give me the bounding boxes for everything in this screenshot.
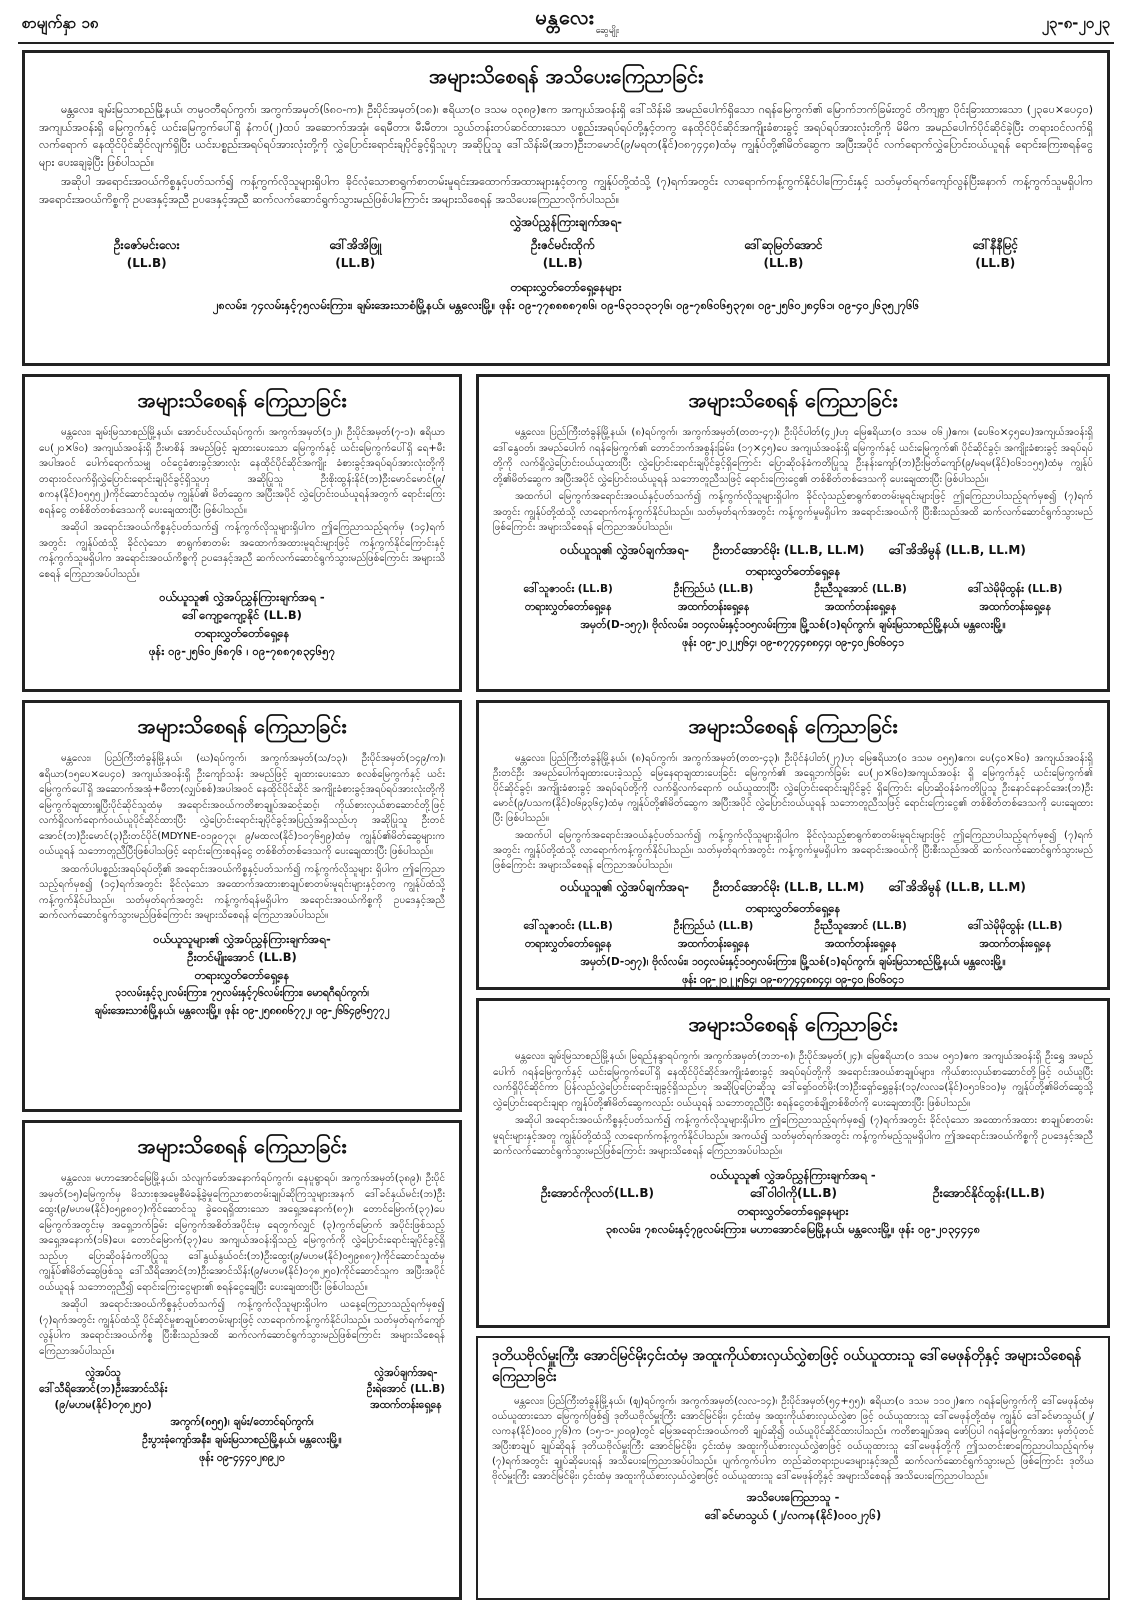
lawyer: ဦးတင်အောင်မိုး (LL.B, LL.M) (713, 542, 865, 557)
notice-paragraph: မန္တလေး၊ ချမ်းမြသာစည်မြို့နယ်၊ အောင်ပင်လယ်ရပ်ကွက်၊ အကွက်အမှတ်(၁၂)၊ ဦးပိုင်အမှတ်(၇-၁)၊ ဧရိယာပေ(၂၀×၆၀) အကျယ်အဝန်းရှိ ဦးမာစိန် အမည်ဖြင့် ချထားပေးသော မြေကွက်နှင့် ယင်းမြေကွက်ပေါ်ရှိ ရေ+မီးအပါအဝင် ပေါက်ရောက်သမျှ ဝင်ငွေခံစားခွင့်အားလုံး နေထိုင်ပိုင်ဆိုင်အကျိုး ခံစားခွင့်အရပ်ရပ်အားလုံးတို့ကို တရားဝင်လက်ရှိလွှဲပြောင်းရောင်းချပိုင်ခွင့်ရှိသူဟု အဆိုပြုသူ ဦးစိုးထွန်းနိုင်(ဘ)ဦးမောင်မောင်(၉/စကန(နိုင်)၀၅၅၅၂)ကိုင်ဆောင်သူထံမှ ကျွန်ုပ်၏ မိတ်ဆွေက အပြီးအပိုင် လွှဲပြောင်းဝယ်ယူရန်အတွက် ရောင်းကြေးစရန်ငွေ တစ်စိတ်တစ်ဒေသကို ပေးချေထားပြီး ဖြစ်ပါသည်။ (39, 427, 445, 516)
notice-paragraph: အထက်ပါပစ္စည်းအရပ်ရပ်တို့၏ အရောင်းအဝယ်ကိစ္စနှင့်ပတ်သက်၍ ကန့်ကွက်လိုသူများ ရှိပါက ဤကြေညာသည့်ရက်မှစ၍ (၁၄)ရက်အတွင်း ခိုင်လုံသော အထောက်အထားစာချုပ်စာတမ်းမူရင်းများနှင့်တကွ ကျွန်ုပ်ထံသို့ ကန့်ကွက်နိုင်ပါသည်။ သတ်မှတ်ရက်အတွင်း ကန့်ကွက်ရန်မရှိပါက အရောင်းအဝယ်ကိစ္စကို ဥပဒေနှင့်အညီ ဆက်လက်ဆောင်ရွက်သွားမည်ဖြစ်ကြောင်း အများသိစေရန် ကြေညာအပ်ပါသည်။ (39, 863, 445, 921)
notice-paragraph: မန္တလေး၊ ချမ်းမြသာစည်မြို့နယ်၊ မြရည်နန္ဒာရပ်ကွက်၊ အကွက်အမှတ်(ဘဘ-၈)၊ ဦးပိုင်အမှတ်(၂၄)၊ မြေဧရိယာ(၀ ဒသမ ၀၅၁)ဧက အကျယ်အဝန်းရှိ ဦးရွှေ အမည်ပေါက် ဂရန်မြေကွက်နှင့် ယင်းမြေကွက်ပေါ်ရှိ နေထိုင်ပိုင်ဆိုင်အကျိုးခံစားခွင့် အရပ်ရပ်တို့ကို အရောင်းအဝယ်စာချုပ်များ၊ ကိုယ်စားလှယ်စာဆောင်တို့ဖြင့် ဝယ်ယူပြီး လက်ရှိပိုင်ဆိုင်ကာ ပြန်လည်လွှဲပြောင်းရောင်းချခွင့်ရှိသည်ဟု အဆိုပြုပြောဆိုသူ ဒေါ်ရှော်ဝတ်မိုး(ဘ)ဦးရှော်ရွှေခွန်း(၁၃/လလခ(နိုင်)၀၅၁၆၁၀)မှ ကျွန်ုပ်တို့၏မိတ်ဆွေသို့ လွှဲပြောင်းရောင်းချရာ ကျွန်ုပ်တို့၏မိတ်ဆွေကလည်း ဝယ်ယူရန် သဘောတူညီပြီး စရန်ငွေတစ်ချို့တစ်စိတ်ကို ပေးချေထားပြီး ဖြစ်ပါသည်။ (493, 1051, 1093, 1109)
contact-address: ၂၈လမ်း၊ ၇၄လမ်းနှင့်၇၅လမ်းကြား၊ ချမ်းအေးသာစံမြို့နယ်၊ မန္တလေးမြို့။ ဖုန်း ၀၉-၇၇၈၈၈၈၇၈၆၊ ၀၉-၆၃၁၁၃၁၇၆၊ ၀၉-၇၈၆၀၆၅၃၇၈၊ ၀၉-၂၅၆၀၂၈၄၆၁၊ ၀၉-၄၀၂၆၃၅၂၇၆၆ (212, 298, 920, 312)
lawyer: ဒေါ်ဆုမြတ်အောင် (LL.B) (744, 238, 823, 270)
contact-address: ၃၈လမ်း၊ ၇၈လမ်းနှင့်၇၉လမ်းကြား၊ မဟာအောင်မြေမြို့နယ်၊ မန္တလေးမြို့။ ဖုန်း ၀၉-၂၀၃၄၄၄၈ (605, 1221, 981, 1236)
contact-phone: ဖုန်း ၀၉-၂၅၆၀၂၆၈၇၆ ၊ ၀၉-၇၈၈၇၈၃၄၆၅၇ (148, 644, 336, 658)
lawyer-list (493, 580, 1093, 616)
notice-6 (476, 998, 1110, 1328)
notice-title: အများသိစေရန် ကြေညာခြင်း (688, 714, 898, 738)
contact-phone: ဖုန်း ၀၉-၄၄၄၀၂၈၉၂၀ (199, 1452, 285, 1464)
lawyer: ဒေါ်သူဇာဝင်း (LL.B) တရားလွှတ်တော်ရှေ့နေ (523, 582, 613, 613)
signature-label: အသိပေးကြေညာသူ - (746, 1490, 840, 1504)
lawyer-role: တရားလွှတ်တော်ရှေ့နေ (745, 901, 841, 915)
lawyer (367, 1365, 445, 1413)
lawyer: ဒေါ်ဝါဝါကို(LL.B) (749, 1185, 837, 1200)
signature-label: လွှဲအပ်ချက်အရ- (374, 1367, 438, 1379)
page-date: ၂၃-၈-၂၀၂၃ (1041, 14, 1110, 32)
lawyer-role: တရားလွှတ်တော်ရှေ့နေ (194, 626, 290, 640)
lawyer-role: တရားလွှတ်တော်ရှေ့နေ (194, 967, 290, 982)
notice-7 (22, 1120, 462, 1600)
notice-title: အများသိစေရန် ကြေညာခြင်း (137, 714, 347, 738)
notice-body (39, 101, 1093, 208)
notice-title: အများသိစေရန် ကြေညာခြင်း (137, 1134, 347, 1158)
lawyer: ဒေါ်အိအိမွန် (LL.B, LL.M) (888, 542, 1026, 557)
signature-label: ဝယ်ယူသူ၏ လွှဲအပ်ချက်အရ- (560, 542, 690, 557)
header-divider (18, 42, 1114, 44)
lawyer: ဦးအောင်ကိုလတ်(LL.B) (540, 1185, 654, 1200)
lawyer: ဦးတင်အောင်မိုး (LL.B, LL.M) (713, 880, 865, 894)
lawyer-list (39, 236, 1093, 272)
grantor-label: လွှဲအပ်သူ (85, 1367, 121, 1379)
signature-label: လွှဲအပ်ညွှန်ကြားချက်အရ- (510, 215, 622, 229)
lawyer: ဒေါ်နီနီမြင့် (LL.B) (972, 238, 1019, 270)
lead-lawyers (493, 542, 1093, 560)
signer: ဒေါ်ခင်မာသွယ် (၂/လကန(နိုင်)၀၀၀၂၇၆) (704, 1508, 882, 1522)
notice-2 (22, 374, 462, 692)
notice-5 (476, 700, 1110, 990)
contact-address: အမှတ်(D-၁၅၇)၊ ဗိုလ်လမ်း၊ ၁၀၄လမ်းနှင့်၁၀၅လမ်းကြား၊ မြို့သစ်(၁)ရပ်ကွက်၊ ချမ်းမြသာစည်မြို့နယ်၊ မန္တလေးမြို့။ (580, 618, 1006, 631)
notice-body (39, 1171, 445, 1359)
signature-label: ဝယ်ယူသူ၏ လွှဲအပ်ချက်အရ- (560, 880, 690, 894)
grantor-id: (၉/မဟမ(နိုင်)၀၇၈၂၅၀) (54, 1399, 152, 1411)
masthead-logo (505, 4, 625, 38)
lawyer: ဒေါ်သဲမိုမိုထွန်း (LL.B) အထက်တန်းရှေ့နေ (967, 582, 1063, 613)
notice-paragraph: အဆိုပါ အရောင်းအဝယ်ကိစ္စနှင့်ပတ်သက်၍ ကန့်ကွက်လိုသူများရှိပါက ယနေ့ကြေညာသည့်ရက်မှစ၍ (၇)ရက်အတွင်း ကျွန်ုပ်ထံသို့ ပိုင်ဆိုင်မှုစာချုပ်စာတမ်းများဖြင့် လာရောက်ကန့်ကွက်နိုင်ပါသည်။ သတ်မှတ်ရက်ကျော်လွန်ပါက အရောင်းအဝယ်ကိစ္စ ပြီးစီးသည်အထိ ဆက်လက်ဆောင်ရွက်သွားမည်ဖြစ်ကြောင်း အများသိစေရန် ကြေညာအပ်ပါသည်။ (39, 1299, 445, 1357)
contact-address: အမှတ်(D-၁၅၇)၊ ဗိုလ်လမ်း၊ ၁၀၄လမ်းနှင့်၁၀၅လမ်းကြား၊ မြို့သစ်(၁)ရပ်ကွက်၊ ချမ်းမြသာစည်မြို့နယ်၊ မန္တလေးမြို့။ (580, 956, 1006, 968)
contact-address: ဦးပွားခုံကျော်အနီး၊ ချမ်းမြသာစည်မြို့နယ်၊ မန္တလေးမြို့။ (142, 1434, 342, 1446)
notice-body (492, 1394, 1094, 1484)
lawyer: ဦးတင်မျိုးအောင် (LL.B) (187, 949, 297, 964)
lawyer: ဒေါ်သူဇာဝင်း (LL.B) တရားလွှတ်တော်ရှေ့နေ (523, 920, 613, 950)
notice-4 (22, 700, 462, 1112)
notice-title: အများသိစေရန် ကြေညာခြင်း (688, 1012, 898, 1036)
lawyer: ဦးညီသူအောင် (LL.B) အထက်တန်းရှေ့နေ (814, 582, 907, 613)
signature-label: ဝယ်ယူသူ၏ လွှဲအပ်ညွှန်ကြားချက်အရ - (159, 590, 325, 604)
lawyer-role: တရားလွှတ်တော်ရှေ့နေများ (510, 280, 622, 294)
lawyer: ဦးအောင်နိုင်ထွန်း(LL.B) (932, 1185, 1045, 1200)
notice-body (493, 751, 1093, 873)
lawyer-name: ဦးရဲအောင် (LL.B) (366, 1383, 445, 1395)
notice-body (39, 751, 445, 924)
signature-label: ဝယ်ယူသူများ၏ လွှဲအပ်ညွှန်ကြားချက်အရ- (153, 931, 331, 946)
notice-paragraph: အထက်ပါ မြေကွက်အရောင်းအဝယ်နှင့်ပတ်သက်၍ ကန့်ကွက်လိုသူများရှိပါက ခိုင်လုံသည့်စာရွက်စာတမ်းမူရင်းများဖြင့် ဤကြေညာပါသည့်ရက်မှစ၍ (၇)ရက်အတွင်း ကျွန်ုပ်တို့ထံသို့ လာရောက်ကန့်ကွက်နိုင်ပါသည်။ သတ်မှတ်ရက်အတွင်း ကန့်ကွက်မှုမရှိပါက အရောင်းအဝယ်ကို ပြီးစီးသည်အထိ ဆက်လက်ဆောင်ရွက်သွားမည်ဖြစ်ကြောင်း အများသိစေရန် ကြေညာအပ်ပါသည်။ (493, 491, 1093, 533)
notice-8 (476, 1336, 1110, 1600)
notice-paragraph: အဆိုပါ အရောင်းအဝယ်ကိစ္စနှင့်ပတ်သက်၍ ကန့်ကွက်လိုသူများရှိပါက ဤကြေညာသည့်ရက်မှ (၁၄)ရက်အတွင်း ကျွန်ုပ်ထံသို့ ခိုင်လုံသော စာရွက်စာတမ်း အထောက်အထားမူရင်းများဖြင့် ကန့်ကွက်နိုင်ကြောင်းနှင့် ကန့်ကွက်သူမရှိပါက အရောင်းအဝယ်ကိစ္စကို ဥပဒေနှင့်အညီ ဆက်လက်ဆောင်ရွက်သွားမည်ဖြစ်ကြောင်း အများသိစေရန် ကြေညာအပ်ပါသည်။ (39, 522, 445, 580)
notice-body (493, 1049, 1093, 1160)
notice-paragraph: အထက်ပါ မြေကွက်အရောင်းအဝယ်နှင့်ပတ်သက်၍ ကန့်ကွက်လိုသူများရှိပါက ခိုင်လုံသည့်စာရွက်စာတမ်းမူရင်းများဖြင့် ဤကြေညာပါသည့်ရက်မှစ၍ (၇)ရက်အတွင်း ကျွန်ုပ်တို့ထံသို့ လာရောက်ကန့်ကွက်နိုင်ပါသည်။ သတ်မှတ်ရက်အတွင်း ကန့်ကွက်မှုမရှိပါက အရောင်းအဝယ်ကို ပြီးစီးသည်အထိ ဆက်လက်ဆောင်ရွက်သွားမည်ဖြစ်ကြောင်း အများသိစေရန် ကြေညာအပ်ပါသည်။ (493, 830, 1093, 871)
signature-block (39, 1365, 445, 1413)
notice-paragraph: မန္တလေး၊ ချမ်းမြသာစည်မြို့နယ်၊ တမ္ပဝတီရပ်ကွက်၊ အကွက်အမှတ်(၆၈၀-က)၊ ဦးပိုင်အမှတ်(၁၈)၊ ဧရိယာ(၀ ဒသမ ၀၃၈၉)ဧက အကျယ်အဝန်းရှိ ဒေါ်သိန်းမိ အမည်ပေါက်ရှိသော ဂရန်မြေကွက်၏ မြောက်ဘက်ခြမ်းတွင် တိကျစွာ ပိုင်းခြားထားသော (၂၃ပေ×ပေ၄၀) အကျယ်အဝန်းရှိ မြေကွက်နှင့် ယင်းမြေကွက်ပေါ်ရှိ နံကပ်(၂)ထပ် အဆောက်အအုံ၊ ရေမီတာ၊ မီးမီတာ၊ သွယ်တန်းတပ်ဆင်ထားသော ပစ္စည်းအရပ်ရပ်တို့နှင့်တကွ နေထိုင်ပိုင်ဆိုင်အကျိုးခံစားခွင့် အရပ်ရပ်အားလုံးတို့ကို မိမိက အမည်ပေါက်ပိုင်ဆိုင်ခဲ့ပြီး တရားဝင်လက်ရှိလက်ရောက် နေထိုင်ပိုင်ဆိုင်လျက်ရှိပြီး ယင်းပစ္စည်းအရပ်ရပ်အားလုံးတို့ကို လွှဲပြောင်းရောင်းချပိုင်ခွင့်ရှိသူဟု အဆိုပြုသူ ဒေါ်သိန်းမိ(အဘ)ဦးဘမောင်(၉/မရတ(နိုင်)၀၈၇၄၄၈)ထံမှ ကျွန်ုပ်တို့၏မိတ်ဆွေက အပြီးအပိုင် လက်ရောက်လွှဲပြောင်းဝယ်ယူရန် ရောင်းကြေးစရန်ငွေများ ပေးချေခဲ့ပြီး ဖြစ်ပါသည်။ (39, 103, 1093, 169)
lawyer: ဦးကြည်ယံ (LL.B) အထက်တန်းရှေ့နေ (673, 582, 754, 613)
lawyer: ဦးဇော်မင်းလေး (LL.B) (113, 238, 180, 270)
contact-address: ချမ်းအေးသာစံမြို့နယ်၊ မန္တလေးမြို့။ ဖုန်း ၀၉-၂၅၈၈၈၆၇၇၂၊ ၀၉-၂၆၆၄၉၆၅၇၇၂ (94, 1004, 390, 1017)
lawyer-list (493, 1184, 1093, 1202)
page-number: စာမျက်နှာ ၁၈ (22, 14, 99, 32)
notice-paragraph: မန္တလေး၊ ပြည်ကြီးတံခွန်မြို့နယ်၊ (၈)ရပ်ကွက်၊ အကွက်အမှတ်(တတ-၄၃)၊ ဦးပိုင်နံပါတ်(၂၇)ဟု မြေဧရိယာ(၀ ဒသမ ၀၅၅)ဧက၊ ပေ(၄၀×၆၀) အကျယ်အဝန်းရှိ ဦးတင်ဦး အမည်ပေါက်ချထားပေးခဲ့သည့် မြေနေရာချထားပေးခြင်း မြေကွက်၏ အရှေ့ဘက်ခြမ်း ပေ(၂၀×၆၀)အကျယ်အဝန်း ရှိ မြေကွက်နှင့် ယင်းမြေကွက်၏ ပိုင်ဆိုင်ခွင့်၊ အကျိုးခံစားခွင့် အရပ်ရပ်တို့ကို လက်ရှိလက်ရောက် ဝယ်ယူထားပြီး လွှဲပြောင်းရောင်းချပိုင်ခွင့် ရှိကြောင်း ပြောဆိုဝန်ခံကတိပြုသူ ဦးနောင်နောင်အေး(ဘ)ဦးမောင်(၉/ပသက(နိုင်)၀၆၉၃၆၄)ထံမှ ကျွန်ုပ်တို့၏မိတ်ဆွေက အပြီးအပိုင် လွှဲပြောင်းဝယ်ယူရန် သဘောတူညီသဖြင့် ရောင်းကြေးငွေ၏ တစ်စိတ်တစ်ဒေသကို ပေးချေထားပြီး ဖြစ်ပါသည်။ (493, 753, 1093, 824)
lawyer-role: အထက်တန်းရှေ့နေ (370, 1399, 442, 1411)
notice-3 (476, 374, 1110, 692)
grantor (39, 1365, 167, 1413)
notice-title: ဒုတိယဗိုလ်မှူးကြီး အောင်မြင်မိုး၄င်းထံမှ အထူးကိုယ်စားလှယ်လွှဲစာဖြင့် ဝယ်ယူထားသူ ဒေါ်မေဖုန်တိုနှင့် အများသိစေရန် ကြေညာခြင်း (492, 1348, 1082, 1385)
lawyer: ဒေါ်သဲမိုမိုထွန်း (LL.B) အထက်တန်းရှေ့နေ (967, 920, 1063, 950)
lawyer-role: တရားလွှတ်တော်ရှေ့နေ (745, 563, 841, 578)
contact-address: ၃၁လမ်းနှင့်၃၂လမ်းကြား၊ ၇၅လမ်းနှင့်၇၆လမ်းကြား၊ မောရဂီရပ်ကွက်၊ (115, 986, 369, 999)
lawyer: ဦးညီသူအောင် (LL.B) အထက်တန်းရှေ့နေ (814, 920, 907, 950)
contact-phone: ဖုန်း ၀၉-၂၀၂၂၅၆၄၊ ၀၉-၈၇၇၄၄၈၈၄၄၊ ၀၉-၄၀၂၆၀၆၀၄၁ (682, 974, 904, 986)
lawyer-list (493, 917, 1093, 953)
notice-paragraph: မန္တလေး၊ မဟာအောင်မြေမြို့နယ်၊ သံလျက်ဖော်အနောက်ရပ်ကွက်၊ နေပူရွာရပ်၊ အကွက်အမှတ်(၃၈၉)၊ ဦးပိုင်အမှတ်(၁၅)မြေကွက်မှ မိသားစုအမွေစီမံခန့်ခွဲမှုကြေညာစာတမ်းချုပ်ဆိုကြသူများအနက် ဒေါ်ခင်နှယ်မင်း(ဘ)ဦးထွေး(၉/မဟမ(နိုင်)၀၅၉၈၀၇)ကိုင်ဆောင်သူ ခွဲဝေရရှိထားသော အရှေ့အနောက်(၈၇)၊ တောင်မြောက်(၃၇)ပေ မြေကွက်အတွင်းမှ အရှေ့ဘက်ခြမ်း မြေကွက်အစိတ်အပိုင်းမှ ရေတွက်လျှင် (၃)ကွက်မြောက် အပိုင်းဖြစ်သည့် အရှေ့အနောက်(၁၆)ပေ၊ တောင်မြောက်(၃၇)ပေ အကျယ်အဝန်းရှိသည့် မြေကွက်ကို လွှဲပြောင်းရောင်းချပိုင်ခွင့်ရှိသည်ဟု ပြောဆိုဝန်ခံကတိပြုသူ ဒေါ်နွယ်နွယ်ဝင်း(ဘ)ဦးထွေး(၉/မဟမ(နိုင်)၀၅၉၈၈၇)ကိုင်ဆောင်သူထံမှ ကျွန်ုပ်၏မိတ်ဆွေဖြစ်သူ ဒေါ်သီရိအောင်(ဘ)ဦးအောင်သိန်း(၉/မဟမ(နိုင်)၀၇၈၂၅၀)ကိုင်ဆောင်သူက အပြီးအပိုင် ဝယ်ယူရန် သဘောတူညီ၍ ရောင်းကြေးငွေများ၏ စရန်ငွေချေပြီး ပေးချေထားပြီး ဖြစ်ပါသည်။ (39, 1173, 445, 1293)
notice-body (493, 425, 1093, 536)
lawyer: ဒေါ်အိအိဖြူ (LL.B) (329, 238, 382, 270)
lawyer: ဦးကြည်ယံ (LL.B) အထက်တန်းရှေ့နေ (673, 920, 754, 950)
masthead-subtitle: ဆွေမျိုး (595, 26, 619, 36)
notice-paragraph: အဆိုပါ အရောင်းအဝယ်ကိစ္စနှင့်ပတ်သက်၍ ကန့်ကွက်လိုသူများရှိပါက ဤကြေညာသည့်ရက်မှစ၍ (၇)ရက်အတွင်း ခိုင်လုံသော အထောက်အထား စာချုပ်စာတမ်းမူရင်းများနှင့်အတူ ကျွန်ုပ်တို့ထံသို့ လာရောက်ကန့်ကွက်နိုင်ပါသည်။ အကယ်၍ သတ်မှတ်ရက်အတွင်း ကန့်ကွက်မည့်သူမရှိပါက ဤအရောင်းအဝယ်ကိစ္စကို ဥပဒေနှင့်အညီ ဆက်လက်ဆောင်ရွက်သွားမည်ဖြစ်ကြောင်း အများသိစေရန် ကြေညာအပ်ပါသည်။ (493, 1115, 1093, 1157)
grantor-name: ဒေါ်သီရိအောင်(ဘ)ဦးအောင်သိန်း (39, 1383, 168, 1395)
lawyer: ဦးဇင်မင်းထိုက် (LL.B) (531, 238, 595, 270)
notice-title: အများသိစေရန် အသိပေးကြေညာခြင်း (428, 64, 704, 88)
notice-1 (22, 50, 1110, 366)
notice-paragraph: မန္တလေး၊ ပြည်ကြီးတံခွန်မြို့နယ်၊ (ဃ)ရပ်ကွက်၊ အကွက်အမှတ်(သ/၁၃)၊ ဦးပိုင်အမှတ်(၁၄၉/က)၊ ဧရိယာ(၁၅ပေ×ပေ၄၀) အကျယ်အဝန်းရှိ ဦးကျော်သန်း အမည်ဖြင့် ချထားပေးသော စလစ်မြေကွက်နှင့် ယင်းမြေကွက်ပေါ်ရှိ အဆောက်အအုံ+မီတာ(လျှပ်စစ်)အပါအဝင် နေထိုင်ပိုင်ဆိုင် အကျိုးခံစားခွင့်အရပ်ရပ်အားလုံးတို့ကို မြေကွက်ချထားရှုပြီးပိုင်ဆိုင်သူထံမှ အရောင်းအဝယ်ကတိစာချုပ်အဆင့်ဆင့်၊ ကိုယ်စားလှယ်စာဆောင်တို့ဖြင့် လက်ရှိလက်ရောက်ဝယ်ယူပိုင်ဆိုင်ထားပြီး လွှဲပြောင်းရောင်းချပိုင်ခွင့်အပြည့်အရှိသည်ဟု အဆိုပြုသူ ဦးတင်အောင်(ဘ)ဦးမောင်(၃)ဦးတင်ပိုင်(MDYNE-၀၁၉၀၇၃၊ ၉/မထလ(နိုင်)၁၀၇၆၅၉)ထံမှ ကျွန်ုပ်၏မိတ်ဆွေများက ဝယ်ယူရန် သဘောတူညီပြီးဖြစ်ပါသဖြင့် ရောင်းကြေးစရန်ငွေ တစ်စိတ်တစ်ဒေသကို ပေးချေထားပြီး ဖြစ်ပါသည်။ (39, 753, 445, 857)
lead-lawyers (493, 879, 1093, 897)
lawyer-role: တရားလွှတ်တော်ရှေ့နေများ (737, 1203, 849, 1218)
contact-phone: ဖုန်း ၀၉-၂၀၂၂၅၆၄၊ ၀၉-၈၇၇၄၄၈၈၄၄၊ ၀၉-၄၀၂၆၀၆၀၄၁ (682, 636, 904, 649)
notice-title: အများသိစေရန် ကြေညာခြင်း (688, 388, 898, 412)
lawyer: ဒေါ်အိအိမွန် (LL.B, LL.M) (888, 880, 1026, 894)
notice-paragraph: မန္တလေး၊ ပြည်ကြီးတံခွန်မြို့နယ်၊ (ဈ)ရပ်ကွက်၊ အကွက်အမှတ်(လလ-၁၄)၊ ဦးပိုင်အမှတ်(၅၄+၅၅)၊ ဧရိယာ(၀ ဒသမ ၁၁၀၂)ဧက ဂရန်မြေကွက်ကို ဒေါ်မေဖုန်ထံမှ ဝယ်ယူထားသော မြေကွက်ဖြစ်၍ ဒုတိယဗိုလ်မှူးကြီး အောင်မြင်မိုး၊ ၄င်းထံမှ အထူးကိုယ်စားလှယ်လွှဲစာ ဖြင့် ဝယ်ယူထားသူ ဒေါ်မေဖုန်တို့ထံမှ ကျွန်ုပ် ဒေါ်ခင်မာသွယ်(၂/လကန(နိုင်)၀၀၀၂၇၆)က (၁၅-၁-၂၀၀၉)တွင် မြေအရောင်းအဝယ်ကတိ ချုပ်ဆို၍ ဝယ်ယူပိုင်ဆိုင်ထားပါသည်။ ကတိစာချုပ်အရ ဖော်ပြပါ ဂရန်မြေကွက်အား မှတ်ပုံတင်အပြီးစာချုပ် ချုပ်ဆိုရန် ဒုတိယဗိုလ်မှူးကြီး အောင်မြင်မိုး၊ ၄င်းထံမှ အထူးကိုယ်စားလှယ်လွှဲစာဖြင့် ဝယ်ယူထားသူ ဒေါ်မေဖုန်တို့ကို ဤသတင်းစာကြေညာပါသည့်ရက်မှ (၇)ရက်အတွင်း ချုပ်ဆိုပေးရန် အသိပေးကြေညာအပ်ပါသည်။ ပျက်ကွက်ပါက တည်ဆဲတရားဥပဒေများနှင့်အညီ ဆက်လက်ဆောင်ရွက်သွားမည် ဖြစ်ကြောင်း ဒုတိယဗိုလ်မှူးကြီး အောင်မြင်မိုး၊ ၄င်းထံမှ အထူးကိုယ်စားလှယ်လွှဲစာဖြင့် ဝယ်ယူထားသူ ဒေါ်မေဖုန်တို့နှင့် အများသိစေရန် အသိပေးကြေညာပါသည်။ (492, 1396, 1094, 1482)
notice-paragraph: အဆိုပါ အရောင်းအဝယ်ကိစ္စနှင့်ပတ်သက်၍ ကန့်ကွက်လိုသူများရှိပါက ခိုင်လုံသောစာရွက်စာတမ်းမူရင်းအထောက်အထားများနှင့်တကွ ကျွန်ုပ်တို့ထံသို့ (၇)ရက်အတွင်း လာရောက်ကန့်ကွက်နိုင်ပါကြောင်းနှင့် သတ်မှတ်ရက်ကျော်လွန်ပြီးနောက် ကန့်ကွက်သူမရှိပါက အရောင်းအဝယ်ကိစ္စကို ဥပဒေနှင့်အညီ ဥပဒေနှင့်အညီ ဆက်လက်ဆောင်ရွက်သွားမည်ဖြစ်ပါကြောင်း အများသိစေရန် အသိပေးကြေညာလိုက်ပါသည်။ (39, 175, 1093, 206)
page-header (0, 0, 1132, 42)
notice-title: အများသိစေရန် ကြေညာခြင်း (137, 388, 347, 412)
signature-label: ဝယ်ယူသူ၏ လွှဲအပ်ညွှန်ကြားချက်အရ - (710, 1167, 876, 1182)
masthead-title: မန္တလေး (535, 5, 595, 29)
lawyer: ဒေါ်ကျော့ကျော့နိုင် (LL.B) (182, 608, 302, 622)
contact-address: အကွက်(၈၅၅)၊ ချမ်း/တောင်ရပ်ကွက်၊ (170, 1416, 314, 1428)
notice-body (39, 425, 445, 582)
notice-paragraph: မန္တလေး၊ ပြည်ကြီးတံခွန်မြို့နယ်၊ (၈)ရပ်ကွက်၊ အကွက်အမှတ်(တတ-၄၇)၊ ဦးပိုင်ပါတ်(၄၂)ဟု မြေဧရိယာ(၀ ဒသမ ၀၆၂)ဧက၊ (ပေ၆၀×၄၅ပေ)အကျယ်အဝန်းရှိ ဒေါ်နွေဝတ်၊ အမည်ပေါက် ဂရန်မြေကွက်၏ တောင်ဘက်အစွန်းခြမ်း၊ (၁၇×၄၅)ပေ အကျယ်အဝန်းရှိ မြေကွက်နှင့် ယင်းမြေကွက်၏ ပိုင်ဆိုင်ခွင့်၊ အကျိုးခံစားခွင့် အရပ်ရပ်တို့ကို လက်ရှိလွှဲပြောင်းဝယ်ယူထားပြီး လွှဲပြောင်းရောင်းချပိုင်ခွင့်ရှိကြောင်း ပြောဆိုဝန်ခံကတိပြုသူ ဦးနန်းကျော်(ဘ)ဦးမြတ်ကျော်(၉/မရမ(နိုင်)၀၆၁၁၅၅)ထံမှ ကျွန်ုပ်တို့၏မိတ်ဆွေက အပြီးအပိုင် လွှဲပြောင်းဝယ်ယူရန် သဘောတူညီသဖြင့် ရောင်းကြေးငွေ၏ တစ်စိတ်တစ်ဒေသကို ပေးချေထားပြီး ဖြစ်ပါသည်။ (493, 427, 1093, 485)
